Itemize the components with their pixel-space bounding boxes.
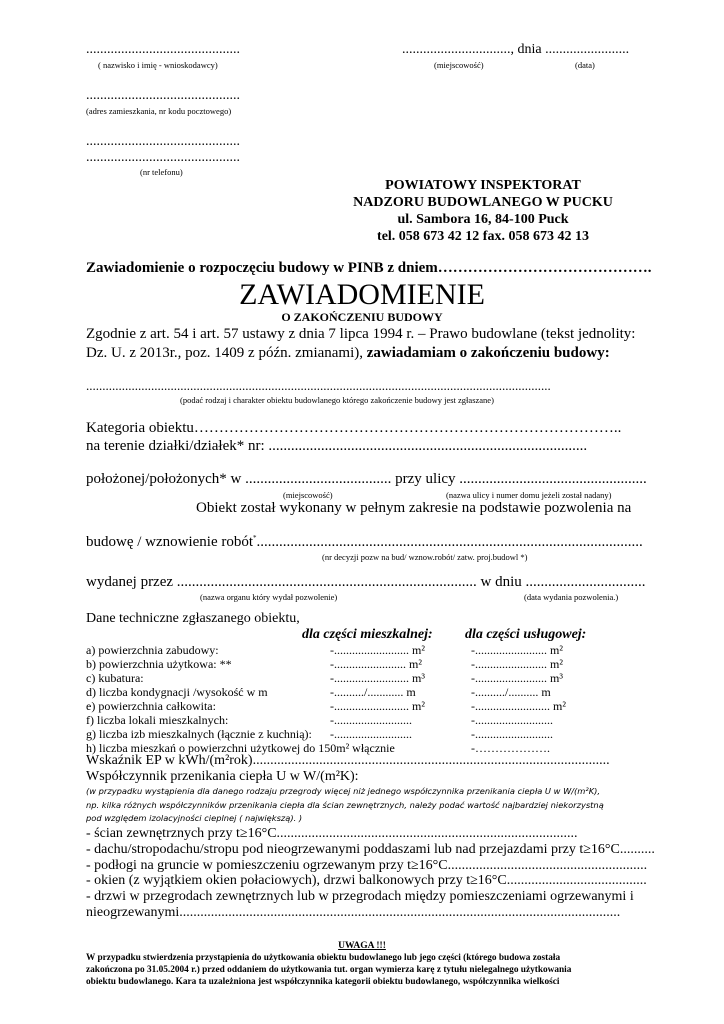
street-caption: (nazwa ulicy i numer domu jeżeli został nadany) <box>446 490 612 500</box>
applicant-name-field[interactable]: ............................................ <box>86 42 240 57</box>
row-label-volume: c) kubatura: <box>86 671 144 685</box>
technical-data-header: Dane techniczne zgłaszanego obiektu, <box>86 611 300 626</box>
row-residential-apartments-count[interactable]: -.......................... <box>330 713 412 727</box>
intro-text: Dz. U. z 2013r., poz. 1409 z późn. zmianami), <box>86 345 367 361</box>
u-doors-label: - drzwi w przegrodach zewnętrznych lub w przegrodach między pomieszczeniami ogrzewanymi i <box>86 889 634 904</box>
row-label-apartments-count: f) liczba lokali mieszkalnych: <box>86 713 229 727</box>
row-service-volume[interactable]: -........................ m³ <box>471 671 563 685</box>
row-label-small-apartments-count: h) liczba mieszkań o powierzchni użytkowej do 150m² włącznie <box>86 741 395 755</box>
permit-caption: (nr decyzji pozw na bud/ wznow.robót/ zatw. proj.budowl *) <box>322 552 528 562</box>
row-residential-built-area[interactable]: -......................... m² <box>330 643 425 657</box>
column-service: dla części usługowej: <box>465 627 587 642</box>
column-residential: dla części mieszkalnej: <box>302 627 433 642</box>
row-service-built-area[interactable]: -........................ m² <box>471 643 563 657</box>
notice-start-date-field[interactable]: Zawiadomienie o rozpoczęciu budowy w PINB z dniem……………………………………. <box>86 260 652 276</box>
object-type-field[interactable]: ............................................................................................................................................... <box>86 378 551 393</box>
recipient-line-3: ul. Sambora 16, 84-100 Puck <box>397 212 569 227</box>
row-residential-storeys-height[interactable]: -........../............ m <box>330 685 416 699</box>
intro-line-2 <box>86 345 610 362</box>
row-service-rooms-count[interactable]: -.......................... <box>471 727 553 741</box>
place-caption: (miejscowość) <box>434 60 484 70</box>
row-service-total-area[interactable]: -......................... m² <box>471 699 566 713</box>
row-label-built-area: a) powierzchnia zabudowy: <box>86 643 219 657</box>
plot-number-field[interactable]: na terenie działki/działek* nr: ..................................................................................... <box>86 438 588 454</box>
footnote-marker: * <box>253 534 257 542</box>
phone-field-line-2[interactable]: ............................................ <box>86 150 240 165</box>
u-walls-field[interactable]: - ścian zewnętrznych przy t≥16°C...................................................................................... <box>86 826 578 841</box>
u-coefficient-header: Współczynnik przenikania ciepła U w W/(m²K): <box>86 769 359 784</box>
row-residential-volume[interactable]: -......................... m³ <box>330 671 425 685</box>
row-service-storeys-height[interactable]: -........../.......... m <box>471 685 551 699</box>
u-doors-field[interactable]: nieogrzewanymi.............................................................................................................................. <box>86 905 621 920</box>
place-date-field[interactable]: ..............................., dnia ........................ <box>402 42 630 57</box>
address-caption: (adres zamieszkania, nr kodu pocztowego) <box>86 106 232 116</box>
issue-date-caption: (data wydania pozwolenia.) <box>524 592 619 602</box>
row-residential-total-area[interactable]: -......................... m² <box>330 699 425 713</box>
recipient-line-2: NADZORU BUDOWLANEGO W PUCKU <box>353 195 613 210</box>
phone-field-line-1[interactable]: ............................................ <box>86 134 240 149</box>
row-service-apartments-count[interactable]: -.......................... <box>471 713 553 727</box>
phone-caption: (nr telefonu) <box>140 167 183 177</box>
issuer-date-field[interactable]: wydanej przez ................................................................................ w dniu ................................ <box>86 574 646 590</box>
permit-dots: ....................................................................................................... <box>256 534 643 550</box>
note-line-2: np. kilka różnych współczynników przenikania ciepła dla ścian zewnętrznych, należy podać wartość najbardziej niekorzystną <box>86 800 604 810</box>
row-label-storeys-height: d) liczba kondygnacji /wysokość w m <box>86 685 268 699</box>
permit-label: budowę / wznowienie robót <box>86 534 254 550</box>
date-caption: (data) <box>575 60 595 70</box>
recipient-line-4: tel. 058 673 42 12 fax. 058 673 42 13 <box>377 229 589 244</box>
note-line-1: (w przypadku wystąpienia dla danego rodzaju przegrody więcej niż jednego współczynnika przenikania ciepła U w W/(m²K), <box>86 786 601 796</box>
object-type-caption: (podać rodzaj i charakter obiektu budowlanego którego zakończenie budowy jest zgłaszane) <box>180 395 494 405</box>
row-residential-rooms-count[interactable]: -.......................... <box>330 727 412 741</box>
u-floor-field[interactable]: - podłogi na gruncie w pomieszczeniu ogrzewanym przy t≥16°C......................................................... <box>86 858 648 873</box>
applicant-name-caption: ( nazwisko i imię - wnioskodawcy) <box>98 60 218 70</box>
row-service-small-apartments-count[interactable]: -………………. <box>471 741 550 755</box>
recipient-line-1: POWIATOWY INSPEKTORAT <box>385 178 581 193</box>
row-label-usable-area: b) powierzchnia użytkowa: ** <box>86 657 232 671</box>
row-service-usable-area[interactable]: -........................ m² <box>471 657 563 671</box>
warning-line-1: W przypadku stwierdzenia przystąpienia do użytkowania obiektu budowlanego lub jego części (którego budowa została <box>86 953 561 963</box>
completion-basis-text: Obiekt został wykonany w pełnym zakresie na podstawie pozwolenia na <box>196 500 632 516</box>
warning-title: UWAGA !!! <box>338 941 386 951</box>
location-street-field[interactable]: położonej/położonych* w ....................................... przy ulicy .................................................. <box>86 471 647 487</box>
intro-declaration: zawiadamiam o zakończeniu budowy: <box>366 345 610 361</box>
warning-line-3: obiektu budowlanego. Kara ta uzależniona jest współczynnika kategorii obiektu budowlanego, współczynnika wielkości <box>86 977 560 987</box>
note-line-3: pod względem izolacyjności cieplnej ( największą). ) <box>86 813 303 823</box>
row-residential-usable-area[interactable]: -........................ m² <box>330 657 422 671</box>
page-title: ZAWIADOMIENIE <box>239 278 485 311</box>
row-label-total-area: e) powierzchnia całkowita: <box>86 699 216 713</box>
u-roof-field[interactable]: - dachu/stropodachu/stropu pod nieogrzewanymi poddaszami lub nad przejazdami przy t≥16°C.......... <box>86 842 655 857</box>
location-caption: (miejscowość) <box>283 490 333 500</box>
page-subtitle: O ZAKOŃCZENIU BUDOWY <box>281 310 443 324</box>
row-label-rooms-count: g) liczba izb mieszkalnych (łącznie z kuchnią): <box>86 727 312 741</box>
warning-line-2: zakończona po 31.05.2004 r.) przed oddaniem do użytkowania tut. organ wymierza karę z tytułu nielegalnego użytkowania <box>86 965 572 975</box>
intro-line-1: Zgodnie z art. 54 i art. 57 ustawy z dnia 7 lipca 1994 r. – Prawo budowlane (tekst jednolity: <box>86 326 636 342</box>
permit-number-field[interactable] <box>86 534 643 551</box>
category-field[interactable]: Kategoria obiektu………………………………………………………………………….. <box>86 420 622 436</box>
ep-indicator-field[interactable]: Wskaźnik EP w kWh/(m²rok)...................................................................................................... <box>86 753 610 768</box>
u-windows-field[interactable]: - okien (z wyjątkiem okien połaciowych), drzwi balkonowych przy t≥16°C........................................ <box>86 873 647 888</box>
issuer-caption: (nazwa organu który wydał pozwolenie) <box>200 592 338 602</box>
address-field[interactable]: ............................................ <box>86 88 240 103</box>
